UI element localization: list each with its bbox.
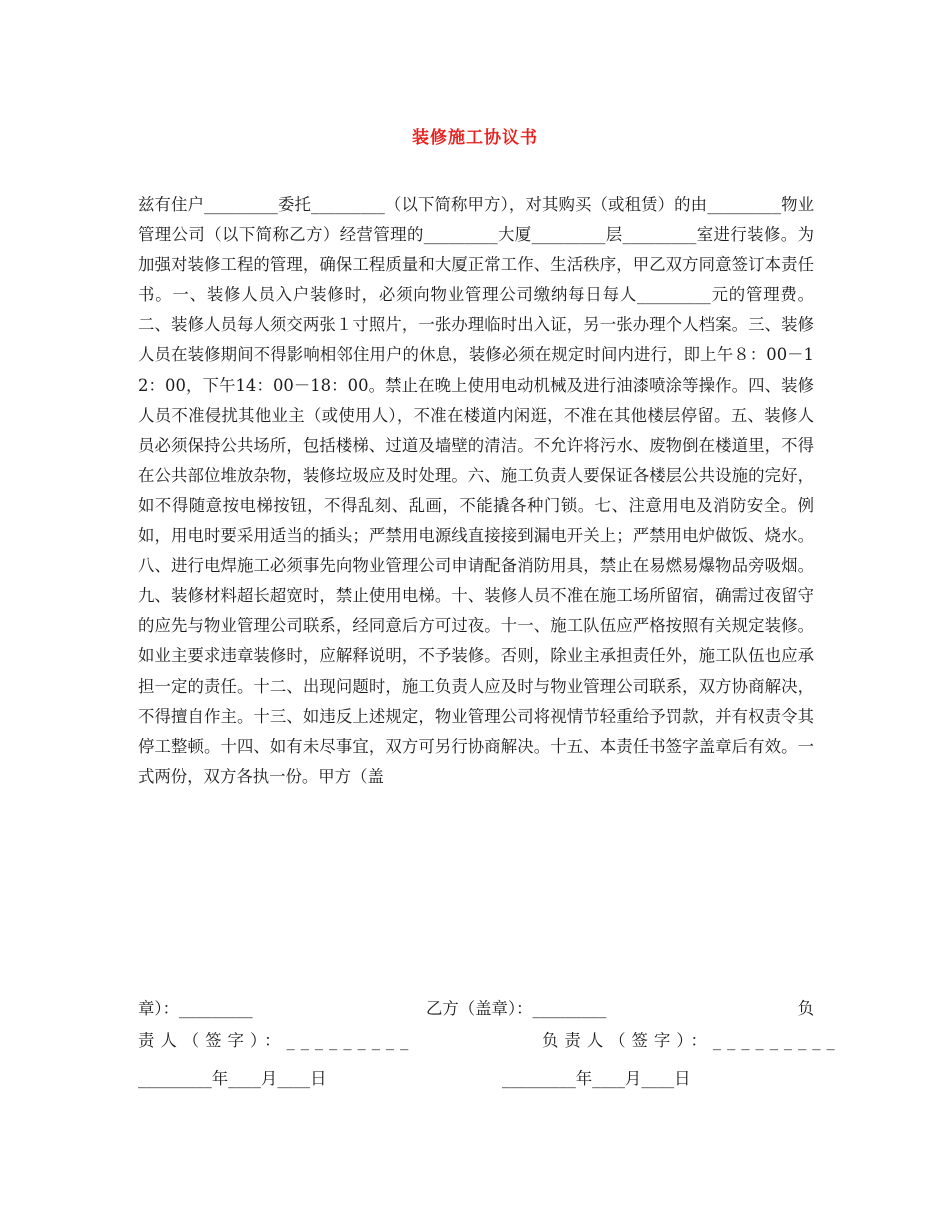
signature-row-responsible-persons xyxy=(138,1026,841,1056)
signature-row-dates xyxy=(138,1064,814,1094)
party-b-seal-line: 乙方（盖章）：_________ xyxy=(426,999,607,1018)
party-a-date-line: _________年____月____日 xyxy=(138,1069,327,1088)
party-b-date-line: _________年____月____日 xyxy=(502,1069,691,1088)
signature-row-party-seals xyxy=(138,994,814,1024)
party-b-responsible-signature-line: 负责人（签字）：_________ xyxy=(542,1031,841,1050)
party-b-responsible-prefix: 负 xyxy=(797,999,814,1018)
party-a-seal-line: 章）：_________ xyxy=(138,999,253,1018)
document-title: 装修施工协议书 xyxy=(412,128,538,148)
agreement-body-text: 兹有住户_________委托_________（以下简称甲方），对其购买（或租赁）的由_________物业管理公司（以下简称乙方）经营管理的_________大厦_________层_________室进行装修。为加强对装修工程的管理，确保工程质量和大厦正常工作、生活秩序，甲乙双方同意签订本责任书。一、装修人员入户装修时，必须向物业管理公司缴纳每日每人_________元的管理费。二、装修人员每人须交两张１寸照片，一张办理临时出入证，另一张办理个人档案。三、装修人员在装修期间不得影响相邻住用户的休息，装修必须在规定时间内进行，即上午８：00－12：00，下午14：00－18：00。禁止在晚上使用电动机械及进行油漆喷涂等操作。四、装修人员不准侵扰其他业主（或使用人），不准在楼道内闲逛，不准在其他楼层停留。五、装修人员必须保持公共场所，包括楼梯、过道及墙壁的清洁。不允许将污水、废物倒在楼道里，不得在公共部位堆放杂物，装修垃圾应及时处理。六、施工负责人要保证各楼层公共设施的完好，如不得随意按电梯按钮，不得乱刻、乱画，不能撬各种门锁。七、注意用电及消防安全。例如，用电时要采用适当的插头；严禁用电源线直接接到漏电开关上；严禁用电炉做饭、烧水。八、进行电焊施工必须事先向物业管理公司申请配备消防用具，禁止在易燃易爆物品旁吸烟。九、装修材料超长超宽时，禁止使用电梯。十、装修人员不准在施工场所留宿，确需过夜留守的应先与物业管理公司联系，经同意后方可过夜。十一、施工队伍应严格按照有关规定装修。如业主要求违章装修时，应解释说明，不予装修。否则，除业主承担责任外，施工队伍也应承担一定的责任。十二、出现问题时，施工负责人应及时与物业管理公司联系，双方协商解决，不得擅自作主。十三、如违反上述规定，物业管理公司将视情节轻重给予罚款，并有权责令其停工整顿。十四、如有未尽事宜，双方可另行协商解决。十五、本责任书签字盖章后有效。一式两份，双方各执一份。甲方（盖 xyxy=(138,195,814,786)
party-a-responsible-signature-line: 责人（签字）：_________ xyxy=(138,1031,415,1050)
